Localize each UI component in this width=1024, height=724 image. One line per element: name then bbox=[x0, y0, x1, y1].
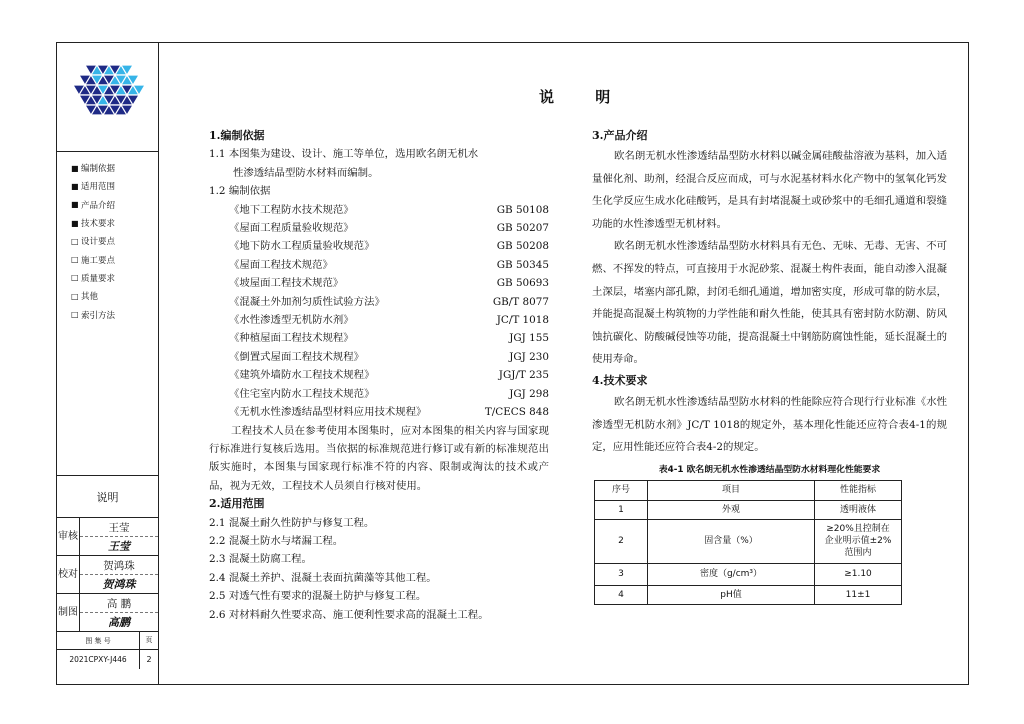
table-row bbox=[595, 500, 902, 519]
role-reviewer: 审核 bbox=[57, 518, 80, 556]
atlas-values bbox=[57, 650, 158, 670]
standard-name: 《倒置式屋面工程技术规程》 bbox=[229, 350, 365, 363]
standard-code: T/CECS 848 bbox=[484, 406, 549, 419]
toc-marker: □ bbox=[71, 310, 79, 320]
atlas-header bbox=[57, 632, 158, 650]
table-row bbox=[595, 585, 902, 604]
cell-item: 固含量（%） bbox=[648, 519, 815, 563]
cell-no: 4 bbox=[595, 585, 648, 604]
standard-name: 《建筑外墙防水工程技术规程》 bbox=[229, 369, 375, 382]
clause-1-2: 1.2 编制依据 bbox=[209, 185, 271, 198]
product-intro-para1: 欧名朗无机水性渗透结晶型防水材料以碱金属硅酸盐溶液为基料，加入适量催化剂、助剂，经混合反应而成，可与水泥基材料水化产物中的氢氧化钙发生化学反应生成水化硅酸钙，是具有封堵混凝土或砂浆中的毛细孔通道和裂缝功能的水性渗透型无机材料。 bbox=[592, 150, 947, 230]
standard-row bbox=[209, 348, 549, 366]
standard-name: 《地下工程防水技术规范》 bbox=[229, 203, 354, 216]
scope-item: 2.4 混凝土养护、混凝土表面抗菌藻等其他工程。 bbox=[209, 571, 437, 584]
standard-row bbox=[209, 366, 549, 384]
cell-value: ≥20%且控制在企业明示值±2%范围内 bbox=[815, 519, 902, 563]
scope-item: 2.5 对透气性有要求的混凝土防护与修复工程。 bbox=[209, 590, 427, 603]
standard-code: JGJ 298 bbox=[509, 387, 549, 400]
role-drafter: 制图 bbox=[57, 594, 80, 632]
cell-value: 11±1 bbox=[815, 585, 902, 604]
drafter-name: 高 鹏 bbox=[80, 594, 159, 613]
table-caption: 表4-1 欧名朗无机水性渗透结晶型防水材料理化性能要求 bbox=[658, 464, 881, 475]
toc-label: 施工要点 bbox=[81, 255, 116, 266]
table-header-row bbox=[595, 480, 902, 500]
col-header: 性能指标 bbox=[815, 480, 902, 500]
toc-item[interactable] bbox=[71, 250, 115, 268]
standard-code: JGJ 230 bbox=[509, 350, 549, 363]
toc-marker: □ bbox=[71, 273, 79, 283]
standard-row bbox=[209, 403, 549, 421]
drafter-signature: 高鹏 bbox=[80, 613, 159, 632]
clause-1-1: 1.1 本图集为建设、设计、施工等单位，选用欧名朗无机水 bbox=[209, 148, 479, 161]
cell-value: ≥1.10 bbox=[815, 563, 902, 585]
standard-name: 《水性渗透型无机防水剂》 bbox=[229, 314, 354, 327]
toc-label: 技术要求 bbox=[81, 219, 116, 230]
page-title: 说 明 bbox=[539, 88, 629, 106]
toc-item[interactable] bbox=[71, 287, 115, 305]
scope-item: 2.2 混凝土防水与堵漏工程。 bbox=[209, 534, 344, 547]
scope-item: 2.3 混凝土防腐工程。 bbox=[209, 553, 312, 566]
standard-name: 《坡屋面工程技术规范》 bbox=[229, 277, 344, 290]
cell-no: 1 bbox=[595, 500, 648, 519]
sidebar bbox=[57, 43, 159, 684]
right-column bbox=[592, 127, 947, 605]
standard-name: 《无机水性渗透结晶型材料应用技术规程》 bbox=[229, 406, 427, 419]
page-number: 2 bbox=[139, 650, 158, 669]
toc-list bbox=[71, 159, 115, 324]
toc-item[interactable] bbox=[71, 232, 115, 250]
role-checker: 校对 bbox=[57, 556, 80, 594]
toc-marker: ■ bbox=[71, 181, 79, 191]
performance-table bbox=[594, 480, 902, 605]
toc-marker: □ bbox=[71, 255, 79, 265]
standard-row bbox=[209, 201, 549, 219]
standard-name: 《种植屋面工程技术规程》 bbox=[229, 332, 354, 345]
scope-item: 2.6 对材料耐久性要求高、施工便利性要求高的混凝土工程。 bbox=[209, 608, 489, 621]
product-intro-para2: 欧名朗无机水性渗透结晶型防水材料具有无色、无味、无毒、无害、不可燃、不挥发的特点，可直接用于水泥砂浆、混凝土构件表面，能自动渗入混凝土深层，堵塞内部孔隙，封闭毛细孔通道，增加密实度，形成可靠的防水层，并能提高混凝土构筑物的力学性能和耐久性能，使其具有密封防水防潮、防风蚀抗碳化、防酸碱侵蚀等功能，提高混凝土中钢筋防腐蚀性能，延长混凝土的使用寿命。 bbox=[592, 240, 947, 366]
standard-code: GB/T 8077 bbox=[492, 295, 549, 308]
standard-code: GB 50208 bbox=[496, 240, 549, 253]
toc-marker: □ bbox=[71, 291, 79, 301]
left-column bbox=[209, 127, 549, 624]
standard-code: GB 50693 bbox=[496, 277, 549, 290]
section2-heading: 2.适用范围 bbox=[209, 497, 265, 511]
company-logo-icon bbox=[73, 63, 145, 125]
toc-item[interactable] bbox=[71, 305, 115, 323]
standard-row bbox=[209, 385, 549, 403]
col-header: 项目 bbox=[648, 480, 815, 500]
standard-name: 《混凝土外加剂匀质性试验方法》 bbox=[229, 295, 385, 308]
toc-item[interactable] bbox=[71, 269, 115, 287]
standard-code: GB 50345 bbox=[496, 258, 549, 271]
toc-label: 质量要求 bbox=[81, 273, 116, 284]
section3-heading: 3.产品介绍 bbox=[592, 129, 648, 142]
standard-code: GB 50207 bbox=[496, 222, 549, 235]
standard-row bbox=[209, 256, 549, 274]
standard-code: JGJ 155 bbox=[509, 332, 549, 345]
toc-label: 产品介绍 bbox=[81, 200, 116, 211]
reviewer-name: 王莹 bbox=[80, 518, 159, 537]
section4-heading: 4.技术要求 bbox=[592, 373, 648, 387]
standard-row bbox=[209, 293, 549, 311]
standard-name: 《地下防水工程质量验收规范》 bbox=[229, 240, 375, 253]
toc-label: 其他 bbox=[81, 292, 99, 303]
toc-item[interactable] bbox=[71, 196, 115, 214]
cell-no: 2 bbox=[595, 519, 648, 563]
checker-name: 贺鸿珠 bbox=[80, 556, 159, 575]
cell-item: 外观 bbox=[648, 500, 815, 519]
toc-label: 索引方法 bbox=[81, 310, 116, 321]
toc-item[interactable] bbox=[71, 159, 115, 177]
standard-code: GB 50108 bbox=[496, 203, 549, 216]
signature-table bbox=[57, 517, 158, 669]
standard-name: 《住宅室内防水工程技术规范》 bbox=[229, 387, 375, 400]
standard-row bbox=[209, 237, 549, 255]
toc-item[interactable] bbox=[71, 214, 115, 232]
atlas-label: 图 集 号 bbox=[85, 636, 111, 645]
standard-code: JGJ/T 235 bbox=[498, 369, 549, 382]
standard-name: 《屋面工程质量验收规范》 bbox=[229, 222, 354, 235]
page-label: 页 bbox=[139, 632, 158, 649]
standard-row bbox=[209, 311, 549, 329]
scope-item: 2.1 混凝土耐久性防护与修复工程。 bbox=[209, 516, 375, 529]
reviewer-signature: 王莹 bbox=[80, 537, 159, 556]
drawing-frame bbox=[56, 42, 969, 685]
table-row bbox=[595, 563, 902, 585]
atlas-number: 2021CPXY-J446 bbox=[69, 655, 127, 664]
standard-row bbox=[209, 274, 549, 292]
toc-marker: ■ bbox=[71, 218, 79, 228]
cell-item: 密度（g/cm³） bbox=[648, 563, 815, 585]
clause-1-1-cont: 性渗透结晶型防水材料而编制。 bbox=[233, 166, 379, 179]
toc-marker: □ bbox=[71, 236, 79, 246]
col-header: 序号 bbox=[595, 480, 648, 500]
table-row bbox=[595, 519, 902, 563]
standard-row bbox=[209, 219, 549, 237]
toc-label: 设计要点 bbox=[81, 237, 116, 248]
usage-note: 工程技术人员在参考使用本图集时，应对本图集的相关内容与国家现行标准进行复核后选用。当依据的标准规范进行修订或有新的标准规范出版实施时，本图集与国家现行标准不符的内容、限制或淘汰的技术或产品，视为无效，工程技术人员须自行核对使用。 bbox=[209, 424, 549, 492]
standard-code: JC/T 1018 bbox=[496, 314, 549, 327]
sidebar-section-title: 说明 bbox=[57, 475, 158, 518]
cell-value: 透明液体 bbox=[815, 500, 902, 519]
standard-row bbox=[209, 329, 549, 347]
toc-marker: ■ bbox=[71, 163, 79, 173]
cell-no: 3 bbox=[595, 563, 648, 585]
tech-req-para: 欧名朗无机水性渗透结晶型防水材料的性能除应符合现行行业标准《水性渗透型无机防水剂》JC/T 1018的规定外，基本理化性能还应符合表4-1的规定，应用性能还应符合表4-2的规定。 bbox=[592, 395, 947, 454]
toc-label: 适用范围 bbox=[81, 182, 116, 193]
cell-item: pH值 bbox=[648, 585, 815, 604]
checker-signature: 贺鸿珠 bbox=[80, 575, 159, 594]
toc-marker: ■ bbox=[71, 200, 79, 210]
standard-name: 《屋面工程技术规范》 bbox=[229, 258, 333, 271]
section1-heading: 1.编制依据 bbox=[209, 129, 265, 142]
logo-box bbox=[57, 43, 158, 152]
toc-label: 编制依据 bbox=[81, 164, 116, 175]
main-content bbox=[159, 43, 968, 684]
toc-item[interactable] bbox=[71, 177, 115, 195]
